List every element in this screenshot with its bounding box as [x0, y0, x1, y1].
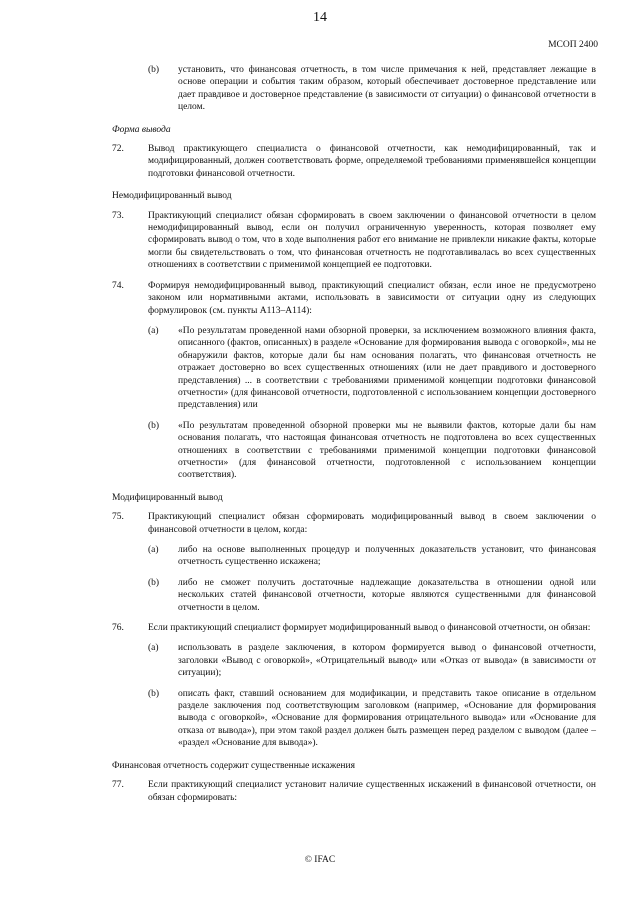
paragraph-75	[112, 511, 596, 536]
subparagraph-text: установить, что финансовая отчетность, в том числе примечания к ней, представляет лежащие в основе операции и события таким образом, который обеспечивает достоверное представление или дает правдивое и достоверное представление (в зависимости от ситуации) о финансовой отчетности в целом.	[178, 65, 596, 113]
paragraph-number: 73.	[112, 210, 124, 221]
paragraph-76	[112, 622, 596, 634]
paragraph-74-b	[148, 420, 596, 482]
section-heading-unmodified: Немодифицированный вывод	[112, 191, 232, 202]
subparagraph-label: (b)	[148, 688, 160, 699]
paragraph-77	[112, 779, 596, 804]
page-content	[112, 64, 596, 812]
page-number: 14	[313, 10, 327, 25]
paragraph-74-a	[148, 325, 596, 412]
subparagraph-text: «По результатам проведенной нами обзорной проверки, за исключением возможного влияния факта, описанного (фактов, описанных) в разделе «Основание для формирования вывода с оговоркой», мы не обнаружили фактов, которые дали бы нам основания полагать, что финансовая отчетность не отражает достоверно во всех существенных отношениях (или не дает правдивого и достоверного представления) ... в соответствии с требованиями применимой концепции подготовки финансовой отчетности» (для финансовой отчетности, подготовленной с использованием концепции достоверного представления) или	[178, 325, 596, 411]
subparagraph-b-continued	[148, 64, 596, 114]
subparagraph-text: использовать в разделе заключения, в котором формируется вывод о финансовой отчетности, заголовки «Вывод с оговоркой», «Отрицательный вывод» или «Отказ от вывода» (в зависимости от ситуации);	[178, 643, 596, 679]
subparagraph-text: либо на основе выполненных процедур и полученных доказательств установит, что финансовая отчетность существенно искажена;	[178, 545, 596, 568]
paragraph-73	[112, 210, 596, 272]
subparagraph-label: (a)	[148, 325, 159, 336]
paragraph-text: Если практикующий специалист установит наличие существенных искажений в финансовой отчетности, он обязан сформировать:	[148, 780, 596, 803]
document-code: МСОП 2400	[548, 40, 598, 50]
paragraph-72	[112, 143, 596, 180]
paragraph-text: Формируя немодифицированный вывод, практикующий специалист обязан, если иное не предусмотрено законом или нормативными актами, использовать в зависимости от ситуации одну из следующих формулировок (см. пункты А113–А114):	[148, 280, 596, 316]
subparagraph-label: (a)	[148, 545, 159, 555]
paragraph-text: Если практикующий специалист формирует модифицированный вывод о финансовой отчетности, он обязан:	[148, 623, 591, 634]
section-heading-modified: Модифицированный вывод	[112, 492, 223, 503]
subparagraph-label: (b)	[148, 577, 160, 588]
paragraph-text: Практикующий специалист обязан сформировать в своем заключении о финансовой отчетности в целом немодифицированный вывод, если он получил ограниченную уверенность, которая позволяет ему сформировать вывод о том, что в ходе выполнения работ его внимание не привлекли никакие факты, которые могли бы свидетельствовать о том, что финансовая отчетность не подготавливалась во всех существенных отношениях в соответствии с применимой концепцией ее подготовки.	[148, 210, 596, 271]
paragraph-76-a	[148, 642, 596, 679]
paragraph-number: 77.	[112, 780, 124, 791]
section-heading-form: Форма вывода	[112, 124, 171, 135]
subparagraph-label: (a)	[148, 643, 159, 654]
subparagraph-text: либо не сможет получить достаточные надлежащие доказательства в отношении одной или нескольких статей финансовой отчетности, которые являются существенными для финансовой отчетности в целом.	[178, 577, 596, 613]
paragraph-number: 76.	[112, 623, 124, 634]
subparagraph-label: (b)	[148, 420, 160, 431]
paragraph-number: 74.	[112, 280, 124, 291]
subparagraph-text: описать факт, ставший основанием для модификации, и представить такое описание в отдельном разделе заключения под соответствующим заголовком (например, «Основание для формирования вывода с оговоркой», «Основание для формирования отрицательного вывода» или «Основание для отказа от вывода»), при этом такой раздел должен быть размещен перед разделом с выводом (далее – «раздел «Основание для вывода»).	[178, 688, 596, 749]
paragraph-number: 72.	[112, 144, 124, 155]
paragraph-number: 75.	[112, 512, 124, 523]
subparagraph-label: (b)	[148, 65, 160, 75]
paragraph-74	[112, 280, 596, 317]
copyright-footer: © IFAC	[304, 855, 336, 865]
section-heading-misstatements: Финансовая отчетность содержит существенные искажения	[112, 760, 355, 771]
paragraph-text: Практикующий специалист обязан сформировать модифицированный вывод в своем заключении о финансовой отчетности в целом, когда:	[148, 512, 596, 535]
paragraph-75-a	[148, 544, 596, 569]
paragraph-75-b	[148, 577, 596, 614]
paragraph-text: Вывод практикующего специалиста о финансовой отчетности, как немодифицированный, так и модифицированный, должен соответствовать форме, определяемой требованиями применявшейся концепции подготовки финансовой отчетности.	[148, 144, 596, 179]
subparagraph-text: «По результатам проведенной обзорной проверки мы не выявили фактов, которые дали бы нам основания полагать, что настоящая финансовая отчетность не подготовлена во всех существенных отношениях в соответствии с требованиями применимой концепции подготовки финансовой отчетности» (для финансовой отчетности, подготовленной с использованием концепции соответствия).	[178, 420, 596, 481]
paragraph-76-b	[148, 688, 596, 750]
